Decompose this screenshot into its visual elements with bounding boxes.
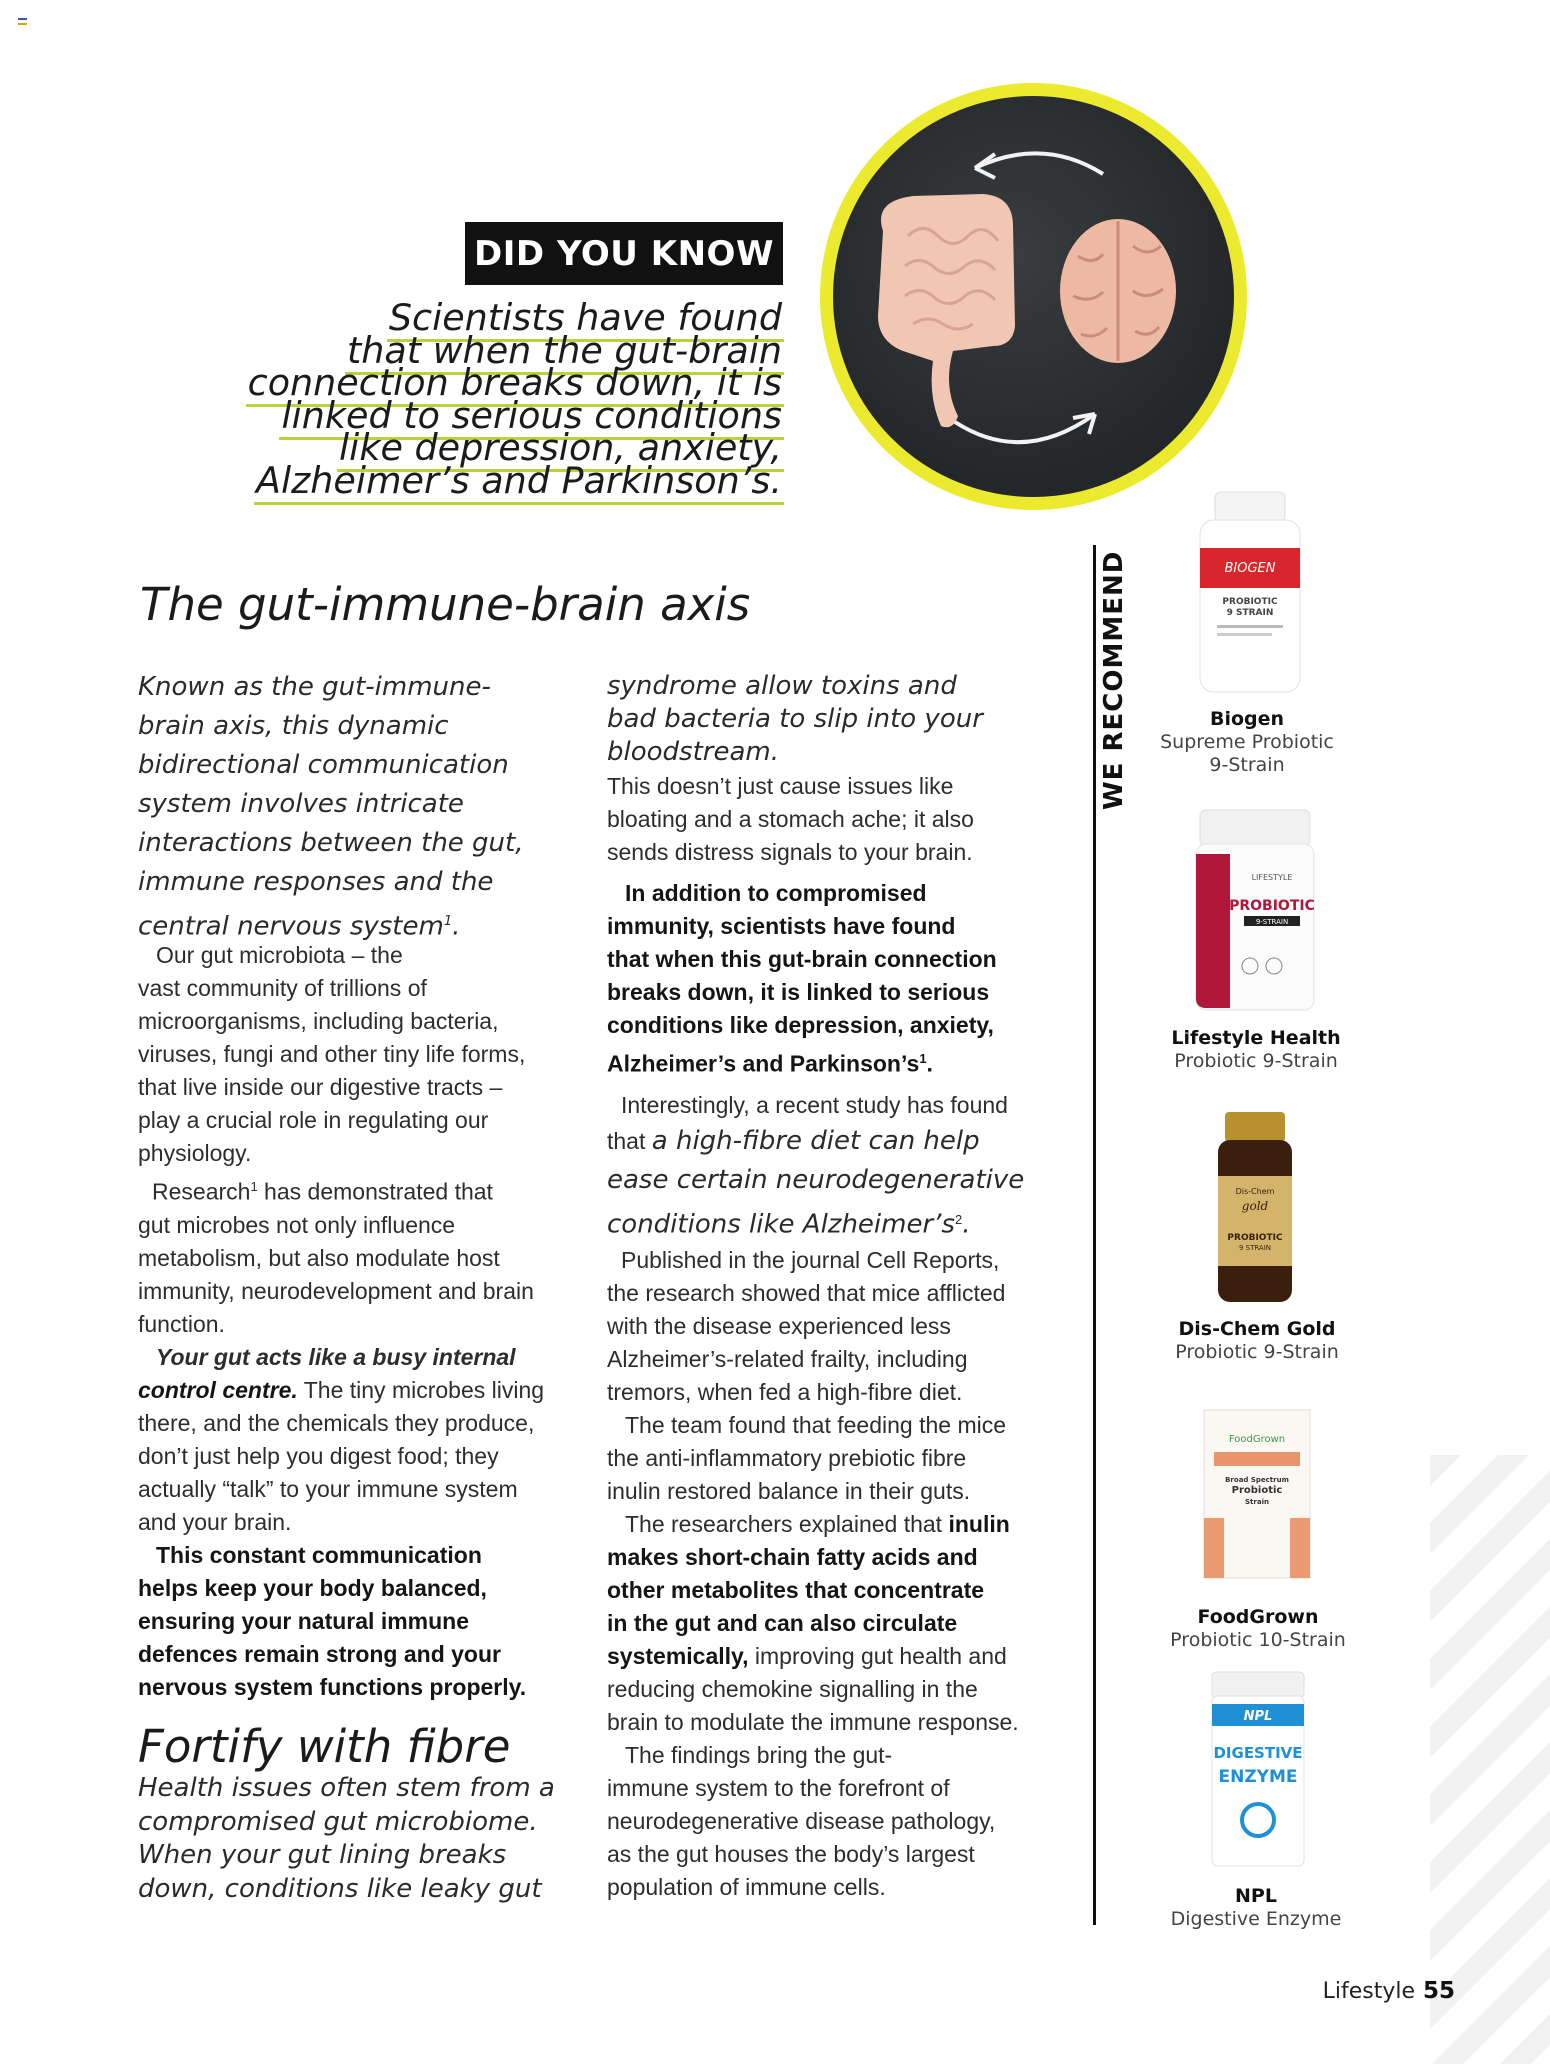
text-span: The tiny microbes living	[297, 1376, 545, 1403]
lifestyle-pack-line: 9-STRAIN	[1255, 918, 1289, 926]
product-desc: Probiotic 9-Strain	[1174, 1050, 1338, 1072]
footnote-ref: 2	[954, 1211, 963, 1227]
footer-section: Lifestyle	[1322, 1979, 1415, 2004]
emphasis-span: a high-fibre diet can help	[651, 1125, 980, 1156]
text-line: gut microbes not only influence	[138, 1211, 456, 1238]
lede-line: Known as the gut-immune-	[138, 672, 491, 702]
text-line: population of immune cells.	[607, 1874, 886, 1901]
text-line: the research showed that mice afflicted	[607, 1280, 1006, 1307]
lifestyle-pack-line: PROBIOTIC	[1229, 898, 1315, 914]
text-line: bloating and a stomach ache; it also	[607, 806, 974, 832]
product-foodgrown	[1128, 1605, 1388, 1652]
lede-line: immune responses and the	[138, 867, 494, 897]
emphasis-span: conditions like Alzheimer’s	[607, 1209, 955, 1240]
text-line: physiology.	[138, 1140, 252, 1166]
text-span: The researchers explained that	[625, 1511, 949, 1538]
npl-pack-line: ENZYME	[1218, 1767, 1298, 1787]
lede-line: bidirectional communication	[138, 750, 509, 780]
text-line: This doesn’t just cause issues like	[607, 773, 954, 799]
text-line: inulin restored balance in their guts.	[607, 1478, 971, 1505]
did-you-know-badge: DID YOU KNOW	[465, 222, 783, 285]
text-line: there, and the chemicals they produce,	[138, 1409, 535, 1436]
text-line: The team found that feeding the mice	[625, 1412, 1007, 1439]
product-desc: Probiotic 9-Strain	[1175, 1341, 1339, 1363]
product-brand: Biogen	[1209, 708, 1285, 730]
text-span: has demonstrated that	[257, 1178, 493, 1205]
lifestyle-health-tub-image	[1190, 808, 1320, 1013]
section-heading-fibre: Fortify with fibre	[138, 1720, 511, 1773]
product-desc: Probiotic 10-Strain	[1170, 1629, 1346, 1651]
text-line: don’t just help you digest food; they	[138, 1442, 499, 1469]
lede-line: syndrome allow toxins and	[607, 671, 957, 701]
text-line: brain to modulate the immune response.	[607, 1709, 1019, 1736]
lifestyle-pack-brand: LIFESTYLE	[1251, 873, 1293, 882]
text-line: microorganisms, including bacteria,	[138, 1008, 499, 1034]
axis-lede	[138, 668, 524, 947]
product-desc: Digestive Enzyme	[1170, 1908, 1342, 1930]
dischem-pack-line: 9 STRAIN	[1238, 1244, 1272, 1252]
emphasis-span: control centre.	[138, 1376, 298, 1403]
product-brand: Lifestyle Health	[1171, 1027, 1341, 1049]
punctuation: .	[962, 1209, 971, 1240]
product-biogen	[1117, 707, 1377, 777]
quote-line: linked to serious conditions	[279, 394, 784, 440]
product-lifestyle-health	[1126, 1026, 1386, 1073]
foodgrown-pack-line: Broad Spectrum	[1225, 1476, 1289, 1484]
did-you-know-quote	[180, 296, 784, 502]
product-brand: NPL	[1235, 1885, 1277, 1907]
emphasis-line: ease certain neurodegenerative	[607, 1164, 1025, 1195]
bold-line: other metabolites that concentrate	[607, 1577, 985, 1604]
npl-tub-image	[1208, 1670, 1308, 1870]
dischem-pack-line: gold	[1241, 1199, 1269, 1213]
foodgrown-box-image	[1202, 1408, 1312, 1580]
text-line: the anti-inflammatory prebiotic fibre	[607, 1445, 967, 1472]
dischem-pack-line: PROBIOTIC	[1227, 1233, 1283, 1243]
bold-line: nervous system functions properly.	[138, 1673, 527, 1700]
text-line: vast community of trillions of	[138, 975, 427, 1001]
brain-model	[1060, 219, 1176, 363]
page-number: 55	[1422, 1978, 1455, 2004]
decorative-stripes	[1430, 1455, 1550, 2064]
text-line: The findings bring the gut-	[625, 1742, 893, 1769]
text-line: play a crucial role in regulating our	[138, 1107, 489, 1133]
punctuation: .	[452, 911, 461, 942]
intestine-model	[878, 194, 1015, 427]
lede-line: compromised gut microbiome.	[138, 1806, 538, 1837]
text-span: Research	[152, 1178, 251, 1205]
col1-paragraph-microbiota	[138, 939, 578, 1704]
footnote-ref: 1	[919, 1051, 927, 1066]
lede-line: bad bacteria to slip into your	[607, 704, 983, 734]
text-line: and your brain.	[138, 1508, 292, 1535]
foodgrown-pack-line: Strain	[1245, 1498, 1269, 1506]
punctuation: .	[926, 1050, 933, 1077]
lede-line: brain axis, this dynamic	[138, 711, 449, 741]
quote-line: that when the gut-brain	[345, 329, 784, 375]
biogen-pack-line: PROBIOTIC	[1222, 597, 1278, 607]
section-heading-axis: The gut-immune-brain axis	[140, 578, 751, 631]
lede-line: system involves intricate	[138, 789, 464, 819]
lede-line: interactions between the gut,	[138, 828, 524, 858]
text-line: sends distress signals to your brain.	[607, 839, 973, 865]
bold-line: In addition to compromised	[625, 880, 927, 906]
text-line: Alzheimer’s-related frailty, including	[607, 1346, 968, 1373]
bold-line: ensuring your natural immune	[138, 1607, 469, 1634]
product-brand: FoodGrown	[1197, 1606, 1319, 1628]
bold-line: breaks down, it is linked to serious	[607, 979, 990, 1005]
text-line: metabolism, but also modulate host	[138, 1244, 500, 1271]
text-span: improving gut health and	[748, 1643, 1007, 1670]
footnote-ref: 1	[443, 914, 453, 929]
bold-line: defences remain strong and your	[138, 1640, 501, 1667]
product-npl	[1126, 1884, 1386, 1931]
text-line: with the disease experienced less	[607, 1313, 951, 1340]
foodgrown-pack-brand: FoodGrown	[1228, 1434, 1286, 1445]
text-line: viruses, fungi and other tiny life forms,	[138, 1041, 526, 1067]
bold-span: inulin	[948, 1511, 1010, 1538]
bold-span: Alzheimer’s and Parkinson’s	[607, 1050, 920, 1077]
text-line: immunity, neurodevelopment and brain	[138, 1277, 534, 1304]
bold-line: immunity, scientists have found	[607, 913, 956, 939]
lede-line: When your gut lining breaks	[138, 1840, 507, 1870]
biogen-bottle-image	[1195, 490, 1305, 695]
quote-line: like depression, anxiety,	[337, 426, 784, 472]
lede-line: central nervous system	[138, 911, 444, 942]
product-desc: 9-Strain	[1209, 754, 1285, 776]
text-line: actually “talk” to your immune system	[138, 1475, 518, 1502]
product-desc: Supreme Probiotic	[1160, 731, 1334, 753]
lede-line: down, conditions like leaky gut	[138, 1873, 542, 1904]
biogen-pack-brand: BIOGEN	[1224, 561, 1276, 576]
we-recommend-text: WE RECOMMEND	[1099, 550, 1129, 810]
col2-continued-italic	[607, 670, 983, 769]
product-brand: Dis-Chem Gold	[1178, 1318, 1336, 1340]
quote-line: Scientists have found	[387, 296, 784, 342]
bold-line: that when this gut-brain connection	[607, 946, 997, 972]
fibre-lede	[138, 1772, 555, 1906]
text-line: Our gut microbiota – the	[156, 942, 403, 968]
bold-line: This constant communication	[156, 1541, 482, 1568]
text-line: as the gut houses the body’s largest	[607, 1841, 975, 1868]
bold-line: helps keep your body balanced,	[138, 1574, 487, 1601]
text-line: reducing chemokine signalling in the	[607, 1676, 978, 1703]
text-line: immune system to the forefront of	[607, 1775, 950, 1802]
dischem-pack-brand: Dis-Chem	[1235, 1187, 1275, 1196]
quote-line: Alzheimer’s and Parkinson’s.	[254, 459, 784, 505]
biogen-pack-line: 9 STRAIN	[1226, 608, 1274, 618]
npl-pack-line: DIGESTIVE	[1213, 1744, 1303, 1762]
col2-body	[607, 770, 1057, 1904]
npl-pack-brand: NPL	[1243, 1709, 1273, 1724]
bold-span: systemically,	[607, 1643, 749, 1670]
lede-line: Health issues often stem from a	[138, 1773, 555, 1803]
text-line: Interestingly, a recent study has found	[621, 1091, 1008, 1118]
text-span: that	[607, 1127, 652, 1154]
text-line: neurodegenerative disease pathology,	[607, 1808, 996, 1835]
quote-line: connection breaks down, it is	[246, 361, 784, 407]
menu-icon[interactable]	[18, 18, 27, 25]
footnote-ref: 1	[250, 1179, 258, 1194]
emphasis-line: Your gut acts like a busy internal	[156, 1343, 516, 1370]
text-line: tremors, when fed a high-fibre diet.	[607, 1379, 963, 1406]
text-line: that live inside our digestive tracts –	[138, 1074, 503, 1100]
bold-line: makes short-chain fatty acids and	[607, 1544, 978, 1571]
text-line: function.	[138, 1310, 225, 1337]
lede-line: bloodstream.	[607, 737, 779, 767]
product-dischem-gold	[1127, 1317, 1387, 1364]
text-line: Published in the journal Cell Reports,	[621, 1247, 1000, 1274]
foodgrown-pack-line: Probiotic	[1231, 1485, 1283, 1496]
page-footer	[1323, 1978, 1455, 2004]
dischem-gold-bottle-image	[1210, 1110, 1300, 1305]
bold-line: conditions like depression, anxiety,	[607, 1012, 994, 1038]
bold-line: in the gut and can also circulate	[607, 1610, 958, 1637]
gut-brain-photo	[820, 83, 1247, 510]
